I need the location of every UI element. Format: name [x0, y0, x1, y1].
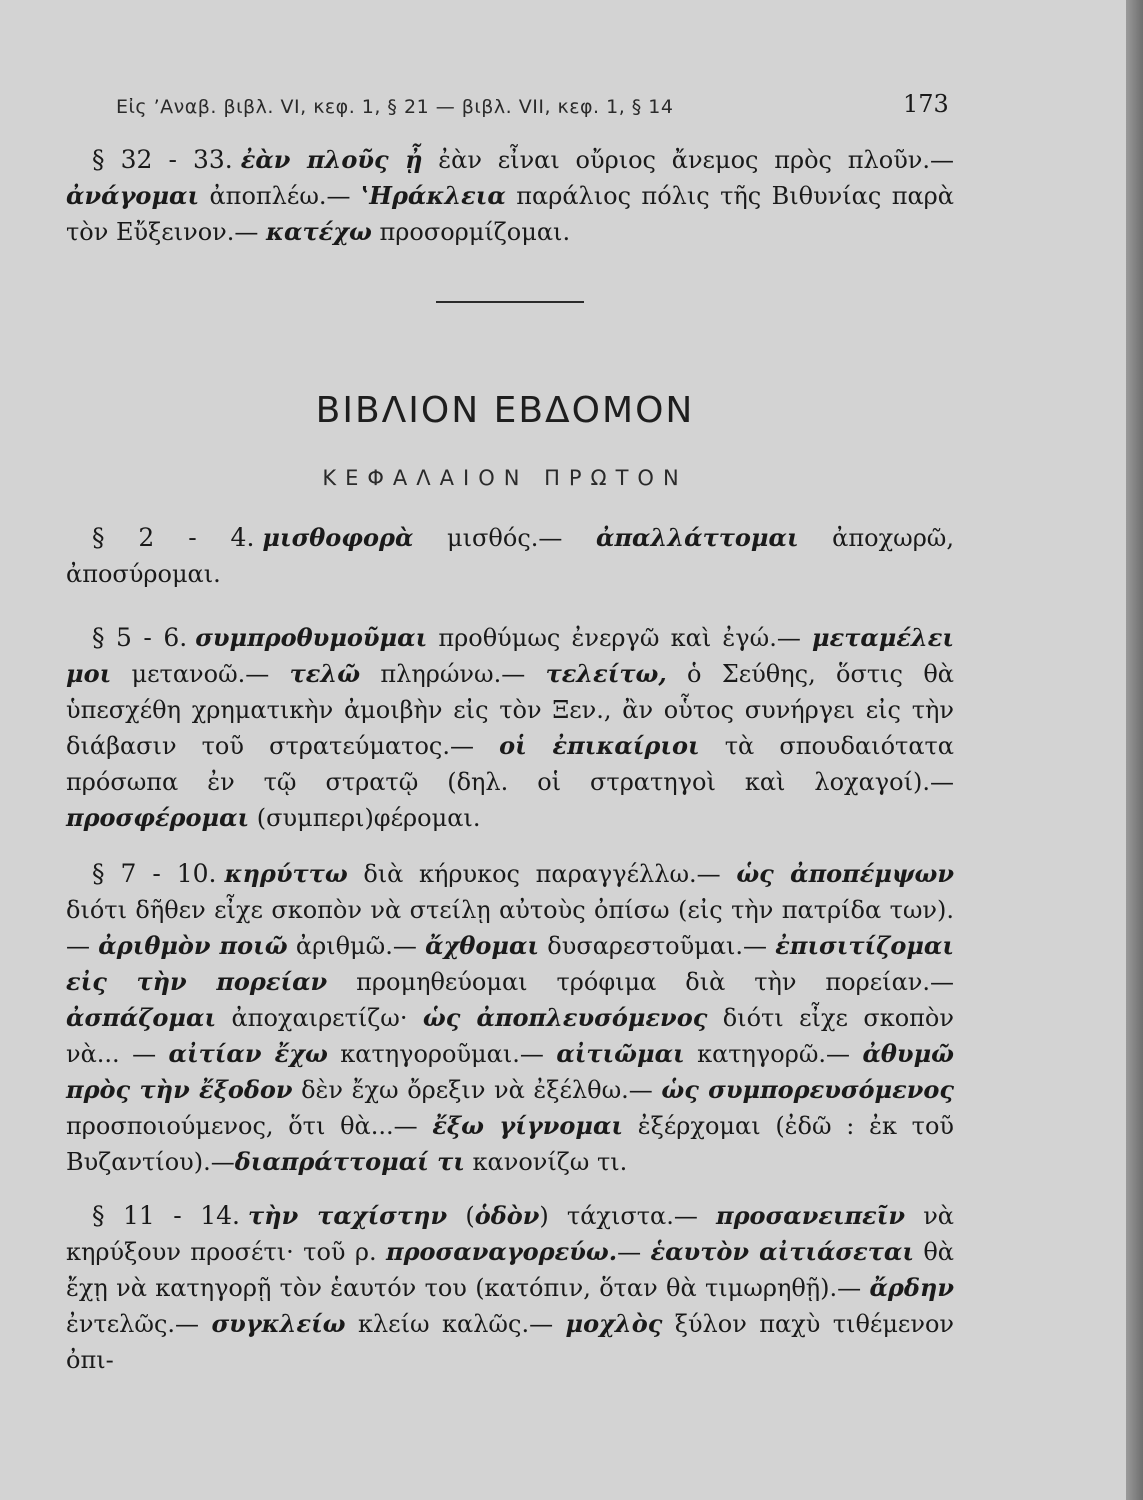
gloss: (συμπερι)φέρομαι. — [249, 804, 481, 832]
lemma: αἰτιῶμαι — [556, 1039, 685, 1068]
lemma: ἀθυμῶ πρὸς τὴν ἔξοδον — [66, 1039, 954, 1104]
book-title: ΒΙΒΛΙΟΝ ΕΒΔΟΜΟΝ — [315, 390, 695, 431]
lemma: ἀριθμὸν ποιῶ — [98, 931, 288, 960]
gloss: μετανοῶ.— — [111, 660, 290, 688]
lemma: τὴν ταχίστην — [248, 1201, 448, 1230]
lemma: μεταμέλει μοι — [66, 623, 954, 688]
gloss: κλείω καλῶς.— — [345, 1310, 566, 1338]
gloss: ἐὰν εἶναι οὔριος ἄνεμος πρὸς πλοῦν.— — [422, 146, 954, 174]
chapter-title: ΚΕΦΑΛΑΙΟΝ ΠΡΩΤΟΝ — [322, 466, 688, 490]
lemma: μισθοφορὰ — [262, 523, 414, 552]
page-edge-shadow — [1126, 0, 1143, 1500]
section-divider — [436, 301, 584, 303]
lemma: ἐπισιτίζομαι εἰς τὴν πορείαν — [66, 931, 954, 996]
gloss: κατηγορῶ.— — [684, 1040, 863, 1068]
gloss: προθύμως ἐνεργῶ καὶ ἐγώ.— — [427, 624, 813, 652]
gloss: — — [617, 1238, 651, 1266]
gloss: διότι δῆθεν εἶχε σκοπὸν νὰ στείλῃ αὐτοὺς ὀπίσω (εἰς τὴν πατρίδα των).— — [66, 896, 954, 960]
gloss: ἀποχωρῶ, ἀποσύρομαι. — [66, 524, 955, 588]
lemma: συμπροθυμοῦμαι — [195, 623, 428, 652]
gloss: προσποιούμενος, ὅτι θὰ...— — [66, 1112, 433, 1140]
section-11-14 — [66, 1198, 954, 1378]
lemma: ὁδὸν — [474, 1201, 540, 1230]
lemma: ἑαυτὸν αἰτιάσεται — [650, 1237, 914, 1266]
gloss: ξύλον παχὺ τιθέμενον ὀπι- — [66, 1310, 954, 1374]
gloss: διὰ κήρυκος παραγγέλλω.— — [347, 860, 737, 888]
lemma: προσφέρομαι — [66, 803, 250, 832]
lemma: ὡς ἀποπλευσόμενος — [422, 1003, 708, 1032]
section-number: § 32 - 33. — [92, 145, 233, 174]
lemma: ἀνάγομαι — [66, 181, 200, 210]
section-number: § 11 - 14. — [92, 1201, 241, 1230]
gloss: μισθός.— — [413, 524, 596, 552]
gloss: διότι εἶχε σκοπὸν νὰ... — — [66, 1004, 954, 1068]
section-7-10 — [66, 856, 954, 1180]
gloss: νὰ κηρύξουν προσέτι· τοῦ ρ. — [66, 1202, 954, 1266]
gloss: πληρώνω.— — [360, 660, 546, 688]
lemma: προσανειπεῖν — [716, 1201, 906, 1230]
lemma: ἄχθομαι — [425, 931, 540, 960]
lemma: αἰτίαν ἔχω — [168, 1039, 328, 1068]
gloss: δὲν ἔχω ὄρεξιν νὰ ἐξέλθω.— — [292, 1076, 662, 1104]
section-32-33 — [66, 142, 954, 250]
gloss: ὁ Σεύθης, ὅστις θὰ ὑπεσχέθη χρηματικὴν ἀμοιβὴν εἰς τὸν Ξεν., ἂν οὗτος συνήργει εἰς τὴν διάβασιν τοῦ στρατεύματος.— — [66, 660, 954, 760]
gloss: ἀριθμῶ.— — [287, 932, 426, 960]
gloss: προσορμίζομαι. — [371, 218, 571, 246]
gloss: ἀποχαιρετίζω· — [216, 1004, 423, 1032]
lemma: ‛Ηράκλεια — [360, 181, 506, 210]
gloss: κανονίζω τι. — [464, 1148, 628, 1176]
section-number: § 7 - 10. — [92, 859, 217, 888]
gloss: ἀποπλέω.— — [199, 182, 361, 210]
gloss: τὰ σπουδαιότατα πρόσωπα ἐν τῷ στρατῷ (δηλ. οἱ στρατηγοὶ καὶ λοχαγοί).— — [66, 732, 955, 796]
lemma: ἀπαλλάττομαι — [595, 523, 799, 552]
gloss: παράλιος πόλις τῆς Βιθυνίας παρὰ τὸν Εὔξεινον.— — [66, 182, 954, 246]
lemma: ἔξω γίγνομαι — [432, 1111, 624, 1140]
section-2-4 — [66, 520, 954, 592]
lemma: τελείτω, — [545, 659, 667, 688]
lemma: ἀσπάζομαι — [66, 1003, 217, 1032]
lemma: ἄρδην — [869, 1273, 954, 1302]
lemma: κατέχω — [266, 217, 372, 246]
section-5-6 — [66, 620, 954, 836]
gloss: ἐξέρχομαι (ἐδῶ : ἐκ τοῦ Βυζαντίου).— — [66, 1112, 954, 1176]
lemma: διαπράττομαί τι — [234, 1147, 465, 1176]
lemma: τελῶ — [289, 659, 361, 688]
gloss: ἐντελῶς.— — [66, 1310, 212, 1338]
lemma: κηρύττω — [224, 859, 348, 888]
lemma: συγκλείω — [211, 1309, 346, 1338]
lemma: ἐὰν πλοῦς ᾖ — [240, 145, 423, 174]
page-number: 173 — [903, 90, 949, 118]
section-number: § 5 - 6. — [92, 623, 188, 652]
gloss: προμηθεύομαι τρόφιμα διὰ τὴν πορείαν.— — [327, 968, 955, 996]
lemma: ὡς συμπορευσόμενος — [661, 1075, 954, 1104]
gloss: ( — [447, 1202, 475, 1230]
section-number: § 2 - 4. — [92, 523, 255, 552]
lemma: προσαναγορεύω. — [386, 1237, 618, 1266]
lemma: ὡς ἀποπέμψων — [736, 859, 955, 888]
gloss: δυσαρεστοῦμαι.— — [539, 932, 776, 960]
gloss: κατηγοροῦμαι.— — [327, 1040, 557, 1068]
gloss: θὰ ἔχῃ νὰ κατηγορῇ τὸν ἑαυτόν του (κατόπιν, ὅταν θὰ τιμωρηθῇ).— — [66, 1238, 954, 1302]
lemma: μοχλὸς — [565, 1309, 663, 1338]
running-head: Εἰς ’Αναβ. βιβλ. VI, κεφ. 1, § 21 — βιβλ. VII, κεφ. 1, § 14 — [116, 96, 674, 118]
gloss: ) τάχιστα.— — [539, 1202, 717, 1230]
lemma: οἱ ἐπικαίριοι — [499, 731, 700, 760]
